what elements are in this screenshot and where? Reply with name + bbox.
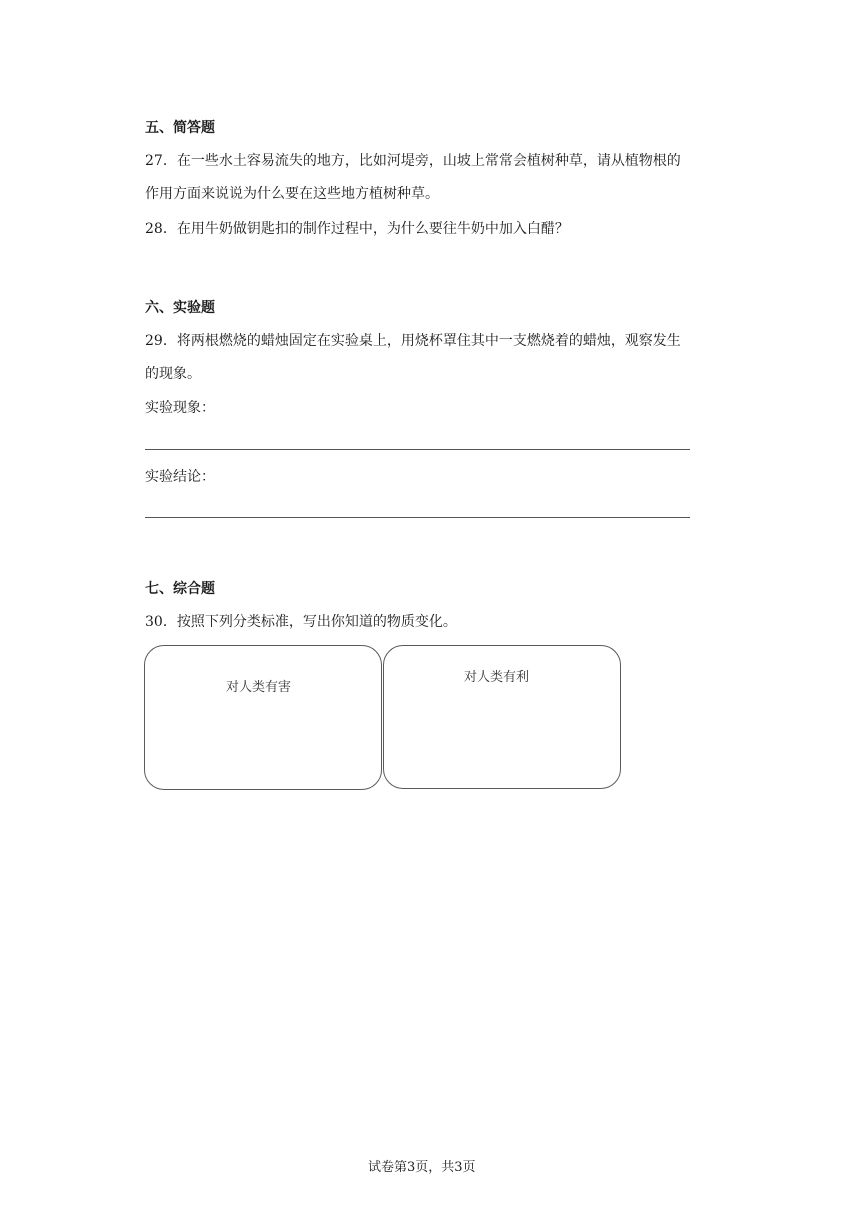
question-29-line-2: 的现象。 — [145, 366, 201, 382]
question-28: 28．在用牛奶做钥匙扣的制作过程中，为什么要往牛奶中加入白醋？ — [145, 221, 569, 237]
conclusion-answer-line[interactable] — [145, 517, 690, 518]
beneficial-box-label: 对人类有利 — [464, 670, 530, 685]
phenomenon-answer-line[interactable] — [145, 449, 690, 450]
harmful-box-label: 对人类有害 — [226, 680, 292, 695]
question-29-line-1: 29．将两根燃烧的蜡烛固定在实验桌上，用烧杯罩住其中一支燃烧着的蜡烛，观察发生 — [145, 333, 681, 349]
section-7-heading: 七、综合题 — [145, 581, 215, 597]
harmful-changes-box[interactable] — [144, 645, 382, 790]
beneficial-changes-box[interactable] — [383, 645, 621, 789]
conclusion-label: 实验结论： — [145, 469, 215, 485]
section-6-heading: 六、实验题 — [145, 300, 215, 316]
question-30: 30．按照下列分类标准，写出你知道的物质变化。 — [145, 614, 457, 630]
phenomenon-label: 实验现象： — [145, 400, 215, 416]
section-5-heading: 五、简答题 — [145, 120, 215, 136]
question-27-line-2: 作用方面来说说为什么要在这些地方植树种草。 — [145, 186, 439, 202]
question-27-line-1: 27．在一些水土容易流失的地方，比如河堤旁，山坡上常常会植树种草，请从植物根的 — [145, 153, 681, 169]
page-footer: 试卷第3页，共3页 — [368, 1160, 476, 1175]
